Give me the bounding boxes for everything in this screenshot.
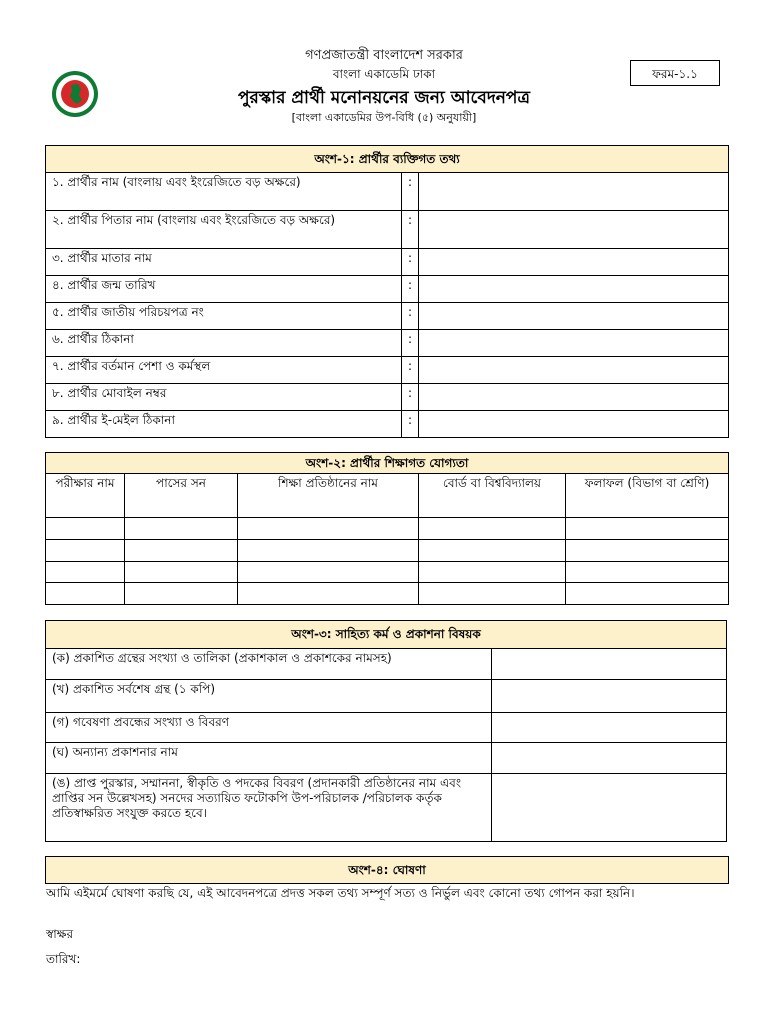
table-cell[interactable] <box>566 540 729 562</box>
field-input[interactable] <box>419 303 729 330</box>
field-label: ৫. প্রার্থীর জাতীয় পরিচয়পত্র নং <box>46 303 402 330</box>
table-cell[interactable] <box>419 583 566 605</box>
field-input[interactable] <box>419 330 729 357</box>
section-1-heading: অংশ-১: প্রার্থীর ব্যক্তিগত তথ্য <box>46 146 729 173</box>
column-header: শিক্ষা প্রতিষ্ঠানের নাম <box>238 474 419 518</box>
field-label: ২. প্রার্থীর পিতার নাম (বাংলায় এবং ইংরেজিতে বড় অক্ষরে) <box>46 211 402 249</box>
section-4-table <box>45 856 729 884</box>
colon: : <box>402 330 419 357</box>
section-2-table <box>45 452 729 605</box>
colon: : <box>402 249 419 276</box>
table-cell[interactable] <box>419 540 566 562</box>
colon: : <box>402 173 419 211</box>
item-input[interactable] <box>492 649 727 680</box>
field-input[interactable] <box>419 249 729 276</box>
date-label: তারিখ: <box>46 952 81 966</box>
header-institution: বাংলা একাডেমি ঢাকা <box>332 67 436 81</box>
table-cell[interactable] <box>238 583 419 605</box>
section-2-heading: অংশ-২: প্রার্থীর শিক্ষাগত যোগ্যতা <box>46 453 729 474</box>
field-input[interactable] <box>419 276 729 303</box>
field-label: ৯. প্রার্থীর ই-মেইল ঠিকানা <box>46 411 402 438</box>
field-label: ৪. প্রার্থীর জন্ম তারিখ <box>46 276 402 303</box>
table-cell[interactable] <box>125 518 238 540</box>
item-input[interactable] <box>492 680 727 713</box>
signature-label: স্বাক্ষর <box>46 927 74 941</box>
table-cell[interactable] <box>46 518 125 540</box>
table-cell[interactable] <box>125 562 238 583</box>
declaration-text: আমি এইমর্মে ঘোষণা করছি যে, এই আবেদনপত্রে প্রদত্ত সকল তথ্য সম্পূর্ণ সত্য ও নির্ভুল এবং কোনো তথ্য গোপন করা হয়নি। <box>46 886 635 900</box>
column-header: পরীক্ষার নাম <box>46 474 125 518</box>
section-4-heading: অংশ-৪: ঘোষণা <box>46 857 729 884</box>
section-1-table <box>45 145 729 438</box>
item-label: (ঙ) প্রাপ্ত পুরস্কার, সম্মাননা, স্বীকৃতি ও পদকের বিবরণ (প্রদানকারী প্রতিষ্ঠানের নাম এবং প্রাপ্তির সন উল্লেখসহ) সনদের সত্যায়িত ফটোকপি উপ-পরিচালক /পরিচালক কর্তৃক প্রতিস্বাক্ষরিত সংযুক্ত করতে হবে। <box>46 774 492 842</box>
column-header: পাসের সন <box>125 474 238 518</box>
table-cell[interactable] <box>238 540 419 562</box>
page-title: পুরস্কার প্রার্থী মনোনয়নের জন্য আবেদনপত্র <box>238 88 530 108</box>
table-cell[interactable] <box>419 518 566 540</box>
colon: : <box>402 411 419 438</box>
section-3-heading: অংশ-৩: সাহিত্য কর্ম ও প্রকাশনা বিষয়ক <box>46 621 727 649</box>
column-header: ফলাফল (বিভাগ বা শ্রেণি) <box>566 474 729 518</box>
field-label: ১. প্রার্থীর নাম (বাংলায় এবং ইংরেজিতে বড় অক্ষরে) <box>46 173 402 211</box>
section-3-table <box>45 620 727 842</box>
table-cell[interactable] <box>125 540 238 562</box>
table-cell[interactable] <box>419 562 566 583</box>
field-input[interactable] <box>419 173 729 211</box>
colon: : <box>402 211 419 249</box>
field-input[interactable] <box>419 411 729 438</box>
colon: : <box>402 357 419 384</box>
field-input[interactable] <box>419 357 729 384</box>
field-input[interactable] <box>419 211 729 249</box>
colon: : <box>402 384 419 411</box>
colon: : <box>402 303 419 330</box>
item-input[interactable] <box>492 774 727 842</box>
form-code-box: ফরম-১.১ <box>630 60 720 86</box>
table-cell[interactable] <box>238 562 419 583</box>
table-cell[interactable] <box>46 583 125 605</box>
table-cell[interactable] <box>566 562 729 583</box>
table-cell[interactable] <box>46 562 125 583</box>
item-label: (গ) গবেষণা প্রবন্ধের সংখ্যা ও বিবরণ <box>46 713 492 743</box>
header-ministry: গণপ্রজাতন্ত্রী বাংলাদেশ সরকার <box>305 48 463 63</box>
table-cell[interactable] <box>566 583 729 605</box>
field-label: ৮. প্রার্থীর মোবাইল নম্বর <box>46 384 402 411</box>
item-label: (ক) প্রকাশিত গ্রন্থের সংখ্যা ও তালিকা (প্রকাশকাল ও প্রকাশকের নামসহ) <box>46 649 492 680</box>
field-label: ৭. প্রার্থীর বর্তমান পেশা ও কর্মস্থল <box>46 357 402 384</box>
table-cell[interactable] <box>125 583 238 605</box>
item-label: (খ) প্রকাশিত সর্বশেষ গ্রন্থ (১ কপি) <box>46 680 492 713</box>
table-cell[interactable] <box>46 540 125 562</box>
field-input[interactable] <box>419 384 729 411</box>
column-header: বোর্ড বা বিশ্ববিদ্যালয় <box>419 474 566 518</box>
item-label: (ঘ) অন্যান্য প্রকাশনার নাম <box>46 743 492 774</box>
table-cell[interactable] <box>238 518 419 540</box>
field-label: ৩. প্রার্থীর মাতার নাম <box>46 249 402 276</box>
page-subtitle: [বাংলা একাডেমির উপ-বিধি (৫) অনুযায়ী] <box>291 111 477 124</box>
colon: : <box>402 276 419 303</box>
item-input[interactable] <box>492 743 727 774</box>
table-cell[interactable] <box>566 518 729 540</box>
field-label: ৬. প্রার্থীর ঠিকানা <box>46 330 402 357</box>
item-input[interactable] <box>492 713 727 743</box>
